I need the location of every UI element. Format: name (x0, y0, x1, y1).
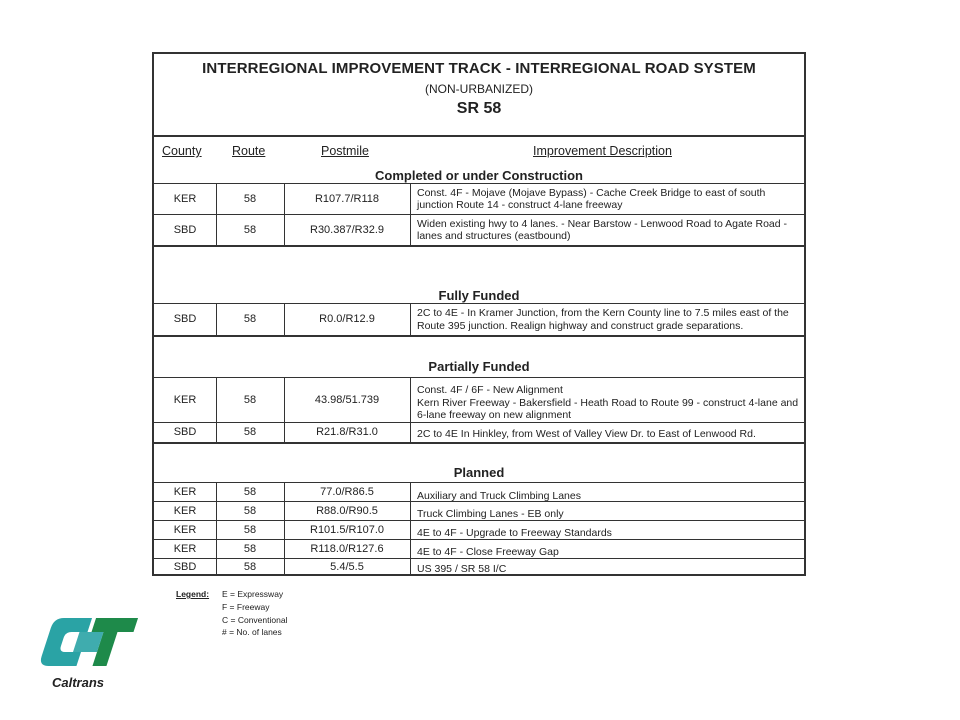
planned-row-2-postmile: R88.0/R90.5 (316, 504, 378, 517)
partially-funded-row-1-county: KER (173, 393, 197, 406)
completed-row-1-postmile: R107.7/R118 (314, 192, 379, 205)
completed-row-1-county: KER (173, 192, 197, 205)
legend-item: # = No. of lanes (222, 627, 282, 638)
column-header-route: Route (232, 144, 266, 158)
planned-row-1-county: KER (173, 485, 197, 498)
partially-funded-row-1-description (417, 384, 805, 422)
document-header (154, 54, 804, 137)
partially-funded-row-2-county: SBD (173, 426, 197, 439)
section-title-fully-funded: Fully Funded (438, 288, 520, 303)
planned-row-2-description: Truck Climbing Lanes - EB only (417, 507, 564, 520)
planned-row-5-county: SBD (173, 561, 197, 574)
completed-row-1-route: 58 (243, 192, 257, 205)
caltrans-logo (36, 612, 140, 692)
planned-row-4-county: KER (173, 542, 197, 555)
column-header-description: Improvement Description (533, 144, 672, 158)
section-title-completed: Completed or under Construction (375, 168, 583, 183)
fully-funded-row-1-description: 2C to 4E - In Kramer Junction, from the Kern County line to 7.5 miles east of the Route 395 junction. Realign highway and construct grade separations. (417, 307, 789, 332)
legend-item: C = Conventional (222, 614, 288, 625)
planned-row-1-postmile: 77.0/R86.5 (320, 485, 374, 498)
planned-row-2-route: 58 (243, 504, 257, 517)
document-subtitle: (NON-URBANIZED) (425, 82, 533, 96)
caltrans-logo-icon (36, 612, 140, 692)
planned-row-1-description: Auxiliary and Truck Climbing Lanes (417, 489, 581, 502)
planned-row-5-description: US 395 / SR 58 I/C (417, 563, 507, 576)
partially-funded-row-1-description-line-1: Const. 4F / 6F - New Alignment (417, 384, 563, 396)
planned-row-3-route: 58 (243, 523, 257, 536)
planned-row-4-route: 58 (243, 542, 257, 555)
fully-funded-row-1-route: 58 (243, 313, 257, 326)
completed-row-2-description: Widen existing hwy to 4 lanes. - Near Barstow - Lenwood Road to Agate Road - lanes and structures (eastbound) (417, 217, 788, 242)
column-header-postmile: Postmile (321, 144, 369, 158)
partially-funded-row-1-route: 58 (243, 393, 257, 406)
fully-funded-row-1-postmile: R0.0/R12.9 (319, 313, 375, 326)
completed-row-1-description: Const. 4F - Mojave (Mojave Bypass) - Cache Creek Bridge to east of south junction Route 14 - construct 4-lane freeway (417, 186, 766, 211)
completed-row-2-postmile: R30.387/R32.9 (310, 223, 384, 236)
legend-title: Legend: (176, 589, 210, 599)
document-title: INTERREGIONAL IMPROVEMENT TRACK - INTERREGIONAL ROAD SYSTEM (202, 60, 756, 77)
partially-funded-row-2-route: 58 (243, 426, 257, 439)
legend-item: F = Freeway (222, 601, 270, 612)
partially-funded-row-1-postmile: 43.98/51.739 (314, 393, 380, 406)
planned-row-3-description: 4E to 4F - Upgrade to Freeway Standards (417, 526, 612, 539)
column-header-county: County (162, 144, 202, 158)
planned-row-4-description: 4E to 4F - Close Freeway Gap (417, 545, 559, 558)
planned-row-5-postmile: 5.4/5.5 (330, 561, 364, 574)
planned-row-5-route: 58 (243, 561, 257, 574)
legend-item: E = Expressway (222, 589, 284, 599)
planned-row-3-county: KER (173, 523, 197, 536)
section-title-partially-funded: Partially Funded (428, 359, 530, 374)
planned-row-4-postmile: R118.0/R127.6 (310, 542, 384, 555)
planned-row-2-county: KER (173, 504, 197, 517)
partially-funded-row-1-description-line-2: Kern River Freeway - Bakersfield - Heath Road to Route 99 - construct 4-lane and 6-lane freeway on new alignment (417, 396, 799, 421)
fully-funded-row-1-county: SBD (173, 313, 197, 326)
completed-row-2-county: SBD (173, 223, 197, 236)
caltrans-wordmark: Caltrans (52, 675, 105, 690)
partially-funded-row-2-description: 2C to 4E In Hinkley, from West of Valley View Dr. to East of Lenwood Rd. (417, 428, 756, 441)
planned-row-1-route: 58 (243, 485, 257, 498)
partially-funded-row-2-postmile: R21.8/R31.0 (316, 426, 378, 439)
route-title: SR 58 (456, 100, 502, 117)
document-page (152, 52, 806, 576)
completed-row-2-route: 58 (243, 223, 257, 236)
planned-row-3-postmile: R101.5/R107.0 (310, 523, 384, 536)
section-title-planned: Planned (453, 465, 505, 480)
